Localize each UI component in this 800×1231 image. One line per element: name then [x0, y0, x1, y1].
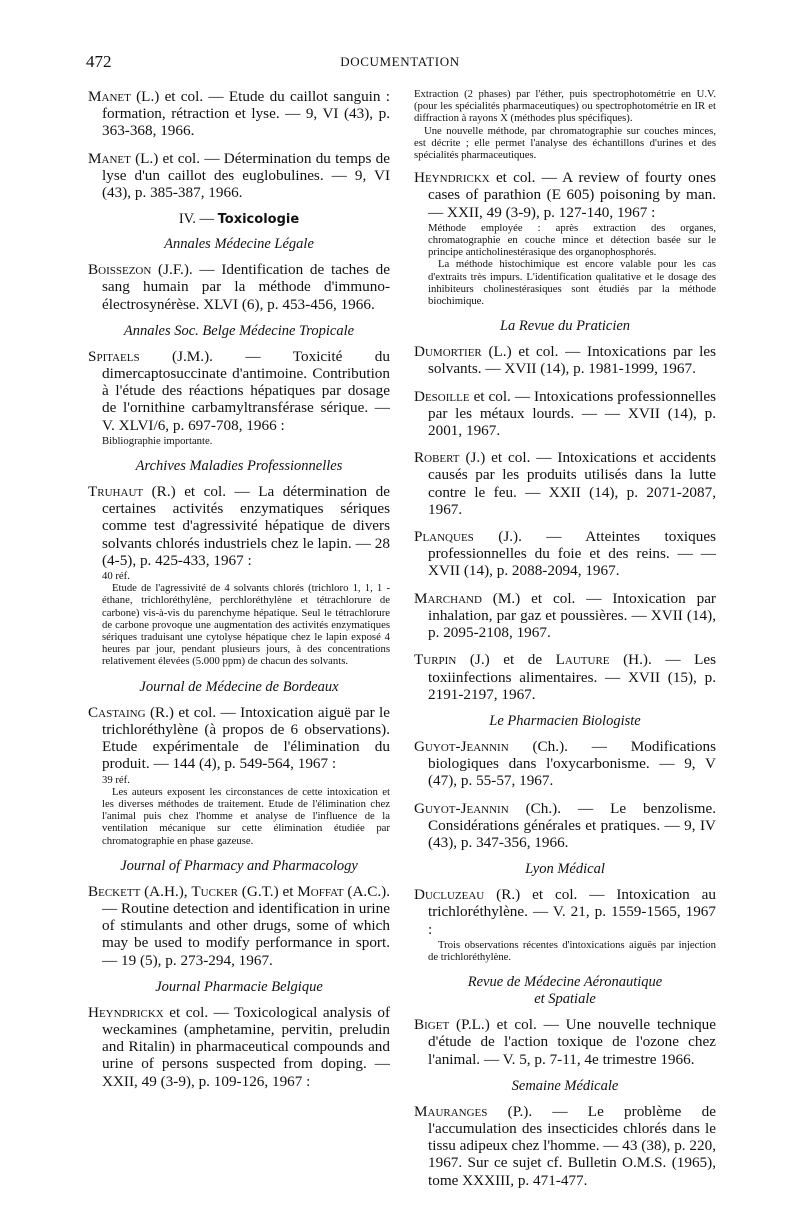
author-name: Turpin	[414, 651, 457, 669]
journal-heading: La Revue du Praticien	[499, 318, 631, 335]
author-name: Planques	[414, 528, 474, 546]
bibliography-entry: Boissezon (J.F.). — Identification de taches de sang humain par la méthode d'immuno-électrosynérèse. XLVI (6), p. 453-456, 1966.	[88, 261, 390, 313]
journal-heading: Journal de Médecine de Bordeaux	[139, 678, 339, 695]
author-name: Moffat	[297, 882, 344, 900]
journal-heading: Lyon Médical	[525, 861, 605, 878]
abstract-note: 39 réf. Les auteurs exposent les circonstances de cette intoxication et les diverses méthodes de traitement. Etude de l'élimination chez l'animal puis chez l'homme et analyse de l'influence de la ventilation mécanique sur cette élimination étudiée par chromatographie en phase gazeuse.	[102, 773, 390, 847]
author-name: Biget	[414, 1016, 450, 1034]
author-name: Dumortier	[414, 343, 482, 361]
bibliography-entry: Desoille et col. — Intoxications professionnelles par les métaux lourds. — — XVII (14), p. 2001, 1967.	[414, 387, 716, 440]
author-name: Robert	[414, 449, 460, 467]
bibliography-entry: Marchand (M.) et col. — Intoxication par inhalation, par gaz et poussières. — XVII (14), p. 2095-2108, 1967.	[414, 589, 716, 642]
bibliography-entry: Dumortier (L.) et col. — Intoxications par les solvants. — XVII (14), p. 1981-1999, 1967.	[414, 343, 716, 378]
abstract-note-continued: Extraction (2 phases) par l'éther, puis spectrophotométrie en U.V. (pour les spécialités pharmaceutiques) ou spectrophotométrie en IR et diffraction à rayons X (méthodes plus spécifiques). Une nouvelle méthode, par chromatographie sur couches minces, est décrite ; elle permet l'analyse des échantillons d'urines et des spécialités pharmaceutiques.	[414, 88, 716, 162]
section-heading: IV. — Toxicologie	[178, 211, 300, 228]
author-name: Mauranges	[414, 1102, 488, 1120]
author-name: Tucker	[191, 882, 238, 900]
journal-heading: Revue de Médecine Aéronautique et Spatiale	[467, 974, 663, 1008]
bibliography-entry: Planques (J.). — Atteintes toxiques professionnelles du foie et des reins. — — XVII (14), p. 2088-2094, 1967.	[414, 528, 716, 580]
bibliography-entry: Heyndrickx et col. — Toxicological analysis of weckamines (amphetamine, pervitin, preludin and Ritalin) in pharmaceutical compounds and urine of persons suspected from doping. — XXII, 49 (3-9), p. 109-126, 1967 :	[88, 1003, 390, 1090]
bibliography-entry: Guyot-Jeannin (Ch.). — Modifications biologiques dans l'oxycarbonisme. — 9, V (47), p. 55-57, 1967.	[414, 737, 716, 790]
author-name: Guyot-Jeannin	[414, 799, 509, 817]
abstract-note: 40 réf. Etude de l'agressivité de 4 solvants chlorés (trichloro 1, 1, 1 - éthane, trichloréthylène, perchloréthylène et tétrachlorure de carbone) vis-à-vis du parenchyme hépatique. Seul le tétrachlorure de carbone provoque une augmentation des activités enzymatiques sériques traduisant une cytolyse hépatique chez le lapin exposé 4 heures par jour, pendant plusieurs jours, à des concentrations relativement élevées (5.000 ppm) de chacun des solvants.	[102, 570, 390, 668]
bibliography-entry: Mauranges (P.). — Le problème de l'accumulation des insecticides chlorés dans le tissu adipeux chez l'homme. — 43 (38), p. 220, 1967. Sur ce sujet cf. Bulletin O.M.S. (1965), tome XXXIII, p. 471-477.	[414, 1102, 716, 1189]
journal-heading: Journal Pharmacie Belgique	[155, 978, 323, 995]
bibliography-entry: Spitaels (J.M.). — Toxicité du dimercaptosuccinate d'antimoine. Contribution à l'étude des réactions hépatiques par dosage de l'ornithine carbamyltransférase sérique. — V. XLVI/6, p. 697-708, 1966 :	[88, 347, 390, 434]
bibliography-entry: Manet (L.) et col. — Etude du caillot sanguin : formation, rétraction et lyse. — 9, VI (43), p. 363-368, 1966.	[88, 88, 390, 140]
abstract-note: Méthode employée : après extraction des organes, chromatographie en couche mince et détection basée sur le principe anticholinestérasique des organophosphorés. La méthode histochimique est encore valable pour les cas d'extraits très impurs. L'identification qualitative et le dosage des inhibiteurs cholinestérasiques sont étudiés par la méthode biochimique.	[428, 221, 716, 308]
author-name: Boissezon	[88, 261, 152, 279]
journal-heading: Annales Soc. Belge Médecine Tropicale	[123, 322, 355, 339]
journal-heading: Journal of Pharmacy and Pharmacology	[120, 857, 358, 874]
page-number: 472	[86, 52, 112, 71]
bibliography-entry: Guyot-Jeannin (Ch.). — Le benzolisme. Considérations générales et pratiques. — 9, IV (43), p. 347-356, 1966.	[414, 799, 716, 851]
author-name: Guyot-Jeannin	[414, 737, 509, 755]
bibliography-entry: Turpin (J.) et de Lauture (H.). — Les toxiinfections alimentaires. — XVII (15), p. 2191-2197, 1967.	[414, 651, 716, 703]
bibliography-entry: Truhaut (R.) et col. — La détermination de certaines activités enzymatiques sériques comme test d'agressivité hépatique de divers solvants chlorés industriels chez le lapin. — 28 (4-5), p. 425-433, 1967 :	[88, 483, 390, 569]
author-name: Spitaels	[88, 347, 140, 365]
author-name: Desoille	[414, 387, 470, 405]
journal-heading: Le Pharmacien Biologiste	[489, 712, 641, 729]
author-name: Manet	[88, 149, 131, 167]
author-name: Castaing	[88, 703, 146, 721]
bibliography-entry: Heyndrickx et col. — A review of fourty ones cases of parathion (E 605) poisoning by man. — XXII, 49 (3-9), p. 127-140, 1967 :	[414, 169, 716, 221]
author-name: Truhaut	[88, 483, 144, 501]
abstract-note: Bibliographie importante.	[102, 434, 213, 447]
journal-heading: Annales Médecine Légale	[164, 236, 314, 253]
author-name: Marchand	[414, 589, 482, 607]
author-name: Beckett	[88, 882, 141, 900]
abstract-note: Trois observations récentes d'intoxications aiguës par injection de trichloréthylène.	[428, 938, 716, 963]
bibliography-entry: Robert (J.) et col. — Intoxications et accidents causés par les produits utilisés dans la lutte contre le feu. — XXII (14), p. 2071-2087, 1967.	[414, 449, 716, 518]
author-name: Lauture	[555, 651, 610, 669]
bibliography-entry: Manet (L.) et col. — Détermination du temps de lyse d'un caillot des euglobulines. — 9, VI (43), p. 385-387, 1966.	[88, 149, 390, 202]
author-name: Heyndrickx	[88, 1003, 164, 1021]
left-column	[88, 88, 390, 1100]
journal-heading: Archives Maladies Professionnelles	[135, 458, 343, 475]
bibliography-entry: Castaing (R.) et col. — Intoxication aiguë par le trichloréthylène (à propos de 6 observations). Etude expérimentale de l'élimination du produit. — 144 (4), p. 549-564, 1967 :	[88, 703, 390, 773]
author-name: Manet	[88, 88, 131, 105]
author-name: Heyndrickx	[414, 169, 490, 187]
journal-heading: Semaine Médicale	[511, 1077, 619, 1094]
right-column	[414, 88, 716, 1199]
author-name: Ducluzeau	[414, 886, 485, 904]
page-header	[86, 52, 714, 74]
bibliography-entry: Beckett (A.H.), Tucker (G.T.) et Moffat (A.C.). — Routine detection and identification in urine of stimulants and other drugs, some of which may be used to modify performance in sport. — 19 (5), p. 273-294, 1967.	[88, 882, 390, 969]
bibliography-entry: Biget (P.L.) et col. — Une nouvelle technique d'étude de l'action toxique de l'ozone chez l'animal. — V. 5, p. 7-11, 4e trimestre 1966.	[414, 1016, 716, 1068]
bibliography-entry: Ducluzeau (R.) et col. — Intoxication au trichloréthylène. — V. 21, p. 1559-1565, 1967 :	[414, 886, 716, 938]
running-title: DOCUMENTATION	[340, 54, 460, 69]
